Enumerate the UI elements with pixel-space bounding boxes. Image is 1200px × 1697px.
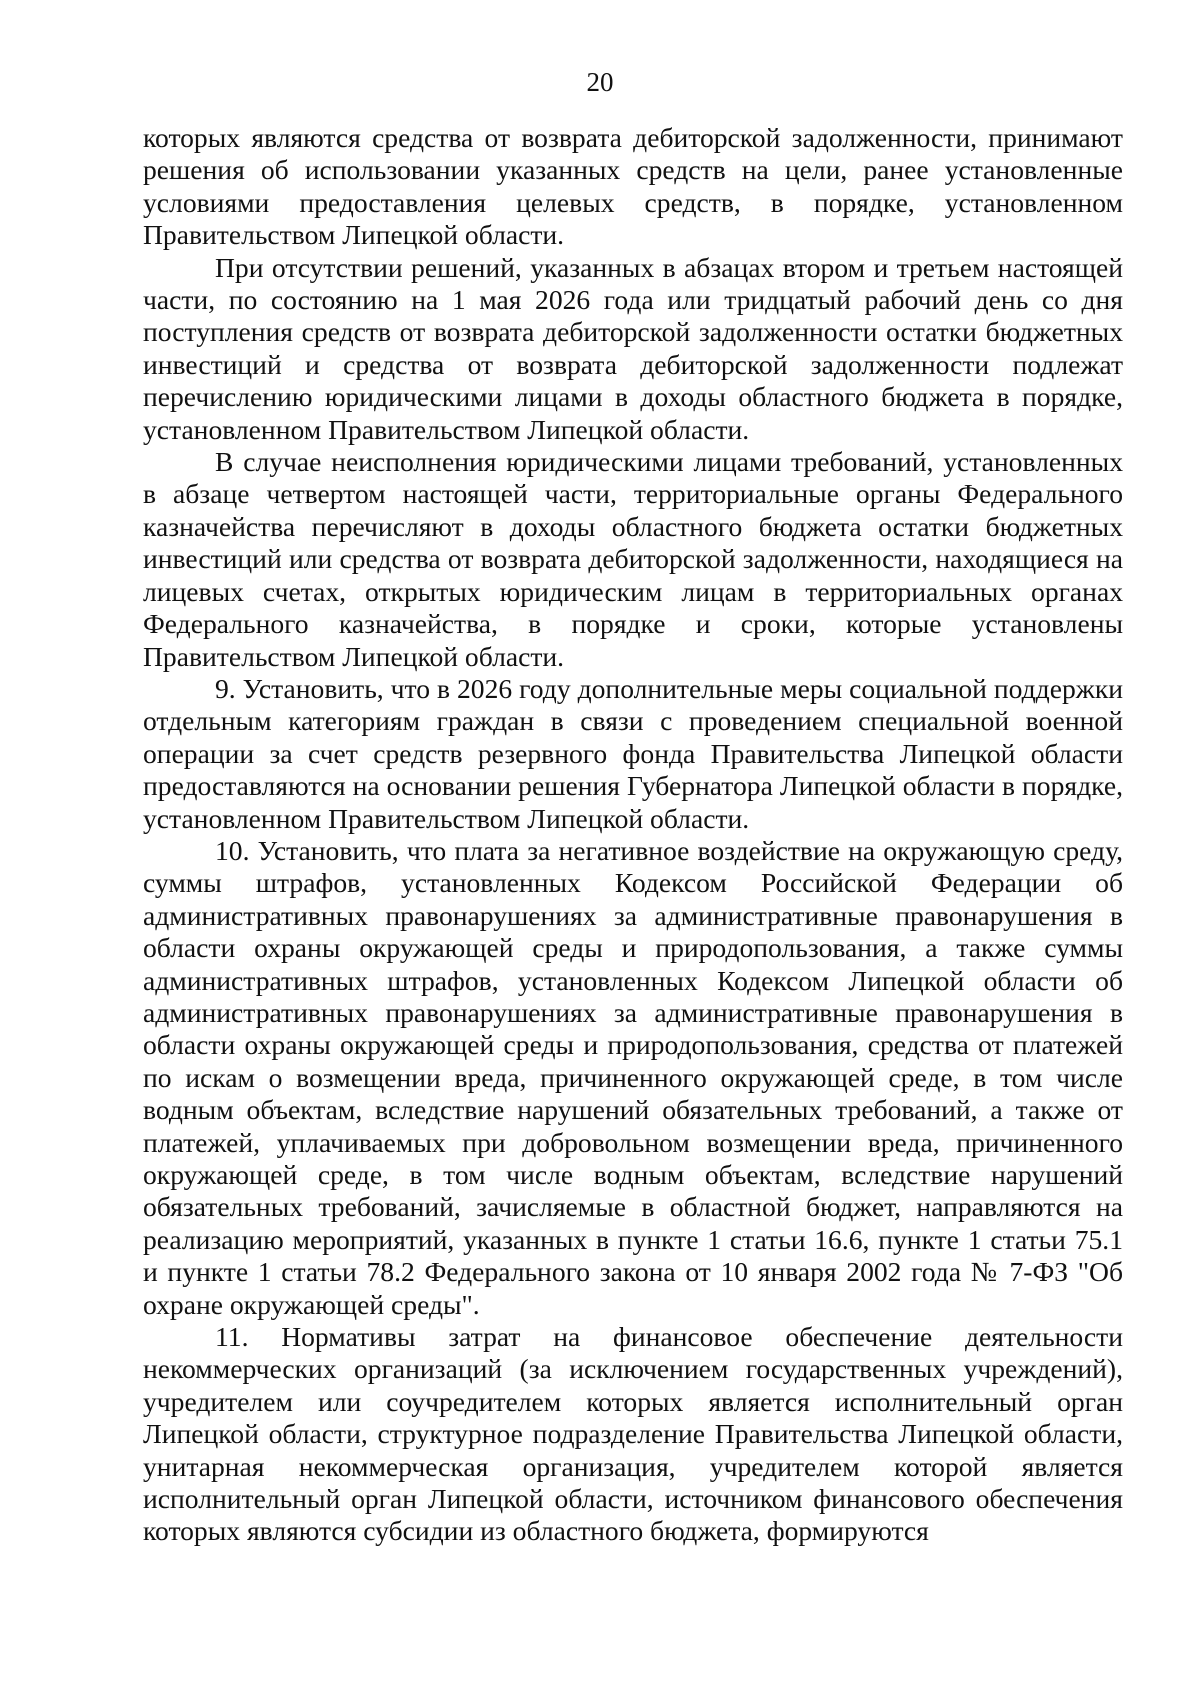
paragraph-non-fulfillment: В случае неисполнения юридическими лицами требований, установленных в абзаце четвертом настоящей части, территориальные органы Федерального казначейства перечисляют в доходы областного бюджета остатки бюджетных инвестиций или средства от возврата дебиторской задолженности, находящиеся на лицевых счетах, открытых юридическим лицам в территориальных органах Федерального казначейства, в порядке и сроки, которые установлены Правительством Липецкой области. <box>143 446 1123 672</box>
page-number: 20 <box>586 67 614 97</box>
paragraph-absence-of-decisions: При отсутствии решений, указанных в абзацах втором и третьем настоящей части, по состоянию на 1 мая 2026 года или тридцатый рабочий день со дня поступления средств от возврата дебиторской задолженности остатки бюджетных инвестиций и средства от возврата дебиторской задолженности подлежат перечислению юридическими лицами в доходы областного бюджета в порядке, установленном Правительством Липецкой области. <box>143 251 1123 445</box>
paragraph-item-10: 10. Установить, что плата за негативное воздействие на окружающую среду, суммы штрафов, установленных Кодексом Российской Федерации об административных правонарушениях за административные правонарушения в области охраны окружающей среды и природопользования, а также суммы административных штрафов, установленных Кодексом Липецкой области об административных правонарушениях за административные правонарушения в области охраны окружающей среды и природопользования, средства от платежей по искам о возмещении вреда, причиненного окружающей среде, в том числе водным объектам, вследствие нарушений обязательных требований, а также от платежей, уплачиваемых при добровольном возмещении вреда, причиненного окружающей среде, в том числе водным объектам, вследствие нарушений обязательных требований, зачисляемые в областной бюджет, направляются на реализацию мероприятий, указанных в пункте 1 статьи 16.6, пункте 1 статьи 75.1 и пункте 1 статьи 78.2 Федерального закона от 10 января 2002 года № 7-ФЗ "Об охране окружающей среды". <box>143 834 1123 1320</box>
paragraph-item-9: 9. Установить, что в 2026 году дополнительные меры социальной поддержки отдельным категориям граждан в связи с проведением специальной военной операции за счет средств резервного фонда Правительства Липецкой области предоставляются на основании решения Губернатора Липецкой области в порядке, установленном Правительством Липецкой области. <box>143 672 1123 834</box>
paragraph-continuation: которых являются средства от возврата дебиторской задолженности, принимают решения об использовании указанных средств на цели, ранее установленные условиями предоставления целевых средств, в порядке, установленном Правительством Липецкой области. <box>143 122 1123 251</box>
document-body <box>143 122 1123 1548</box>
paragraph-item-11: 11. Нормативы затрат на финансовое обеспечение деятельности некоммерческих организаций (за исключением государственных учреждений), учредителем или соучредителем которых является исполнительный орган Липецкой области, структурное подразделение Правительства Липецкой области, унитарная некоммерческая организация, учредителем которой является исполнительный орган Липецкой области, источником финансового обеспечения которых являются субсидии из областного бюджета, формируются <box>143 1321 1123 1547</box>
